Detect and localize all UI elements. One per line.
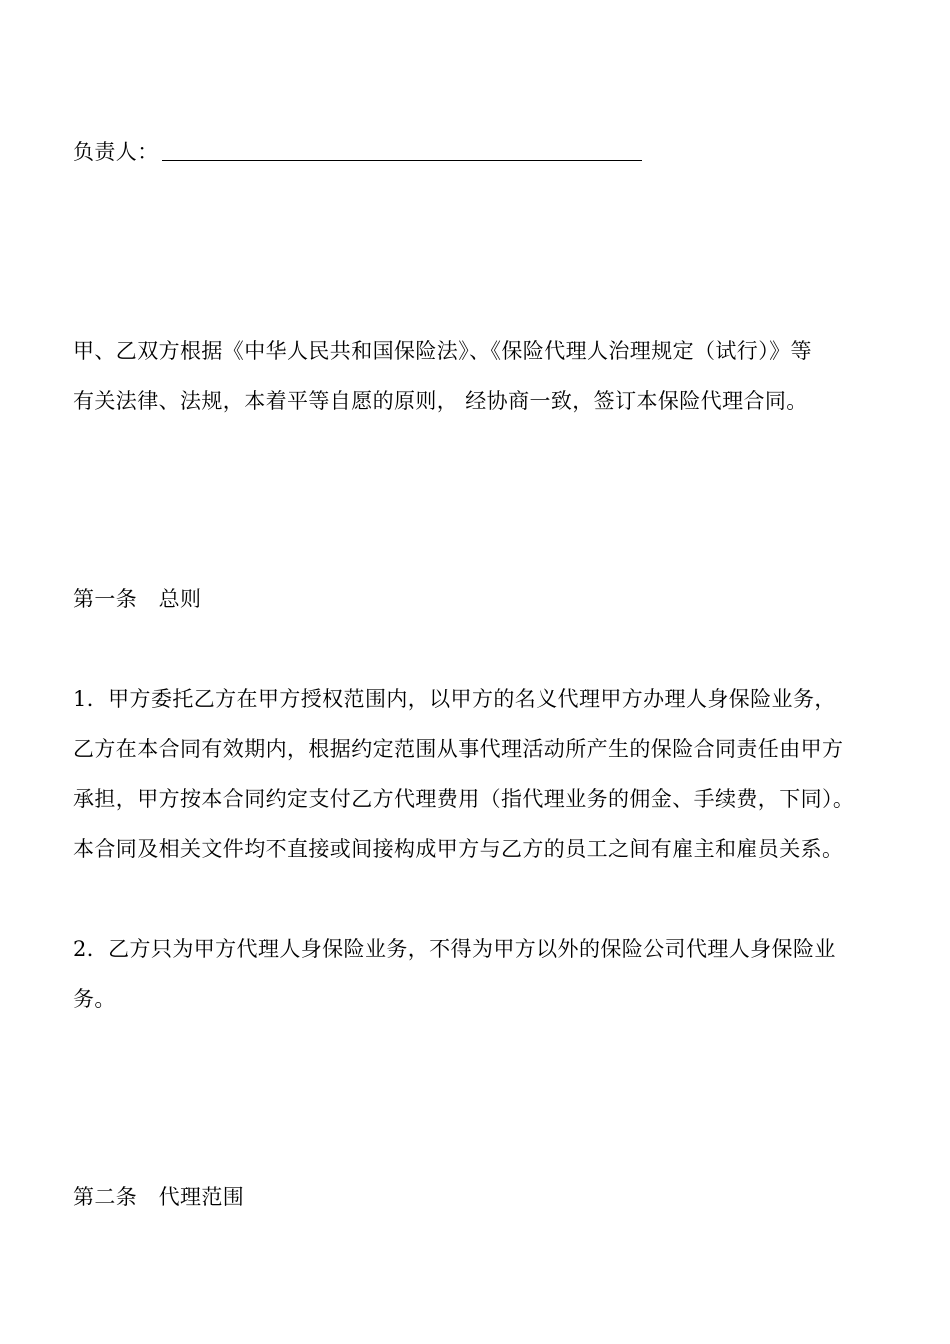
clause-2-line-2: 务。 (73, 987, 116, 1011)
clause-1-line-2: 乙方在本合同有效期内，根据约定范围从事代理活动所产生的保险合同责任由甲方 (73, 737, 844, 761)
clause-1-line-3: 承担，甲方按本合同约定支付乙方代理费用（指代理业务的佣金、手续费，下同）。 (73, 787, 855, 811)
signature-underline (162, 160, 642, 161)
article-1-heading: 第一条 总则 (73, 587, 202, 611)
article-2-heading: 第二条 代理范围 (73, 1185, 245, 1209)
signature-label: 负责人： (73, 140, 159, 164)
intro-line-1: 甲、乙双方根据《中华人民共和国保险法》、《保险代理人治理规定（试行）》等 (73, 339, 812, 363)
clause-1-line-4: 本合同及相关文件均不直接或间接构成甲方与乙方的员工之间有雇主和雇员关系。 (73, 837, 844, 861)
clause-2-line-1: 2．乙方只为甲方代理人身保险业务，不得为甲方以外的保险公司代理人身保险业 (73, 937, 836, 961)
clause-1-line-1: 1．甲方委托乙方在甲方授权范围内，以甲方的名义代理甲方办理人身保险业务， (73, 687, 836, 711)
intro-line-2: 有关法律、法规，本着平等自愿的原则， 经协商一致，签订本保险代理合同。 (73, 389, 808, 413)
